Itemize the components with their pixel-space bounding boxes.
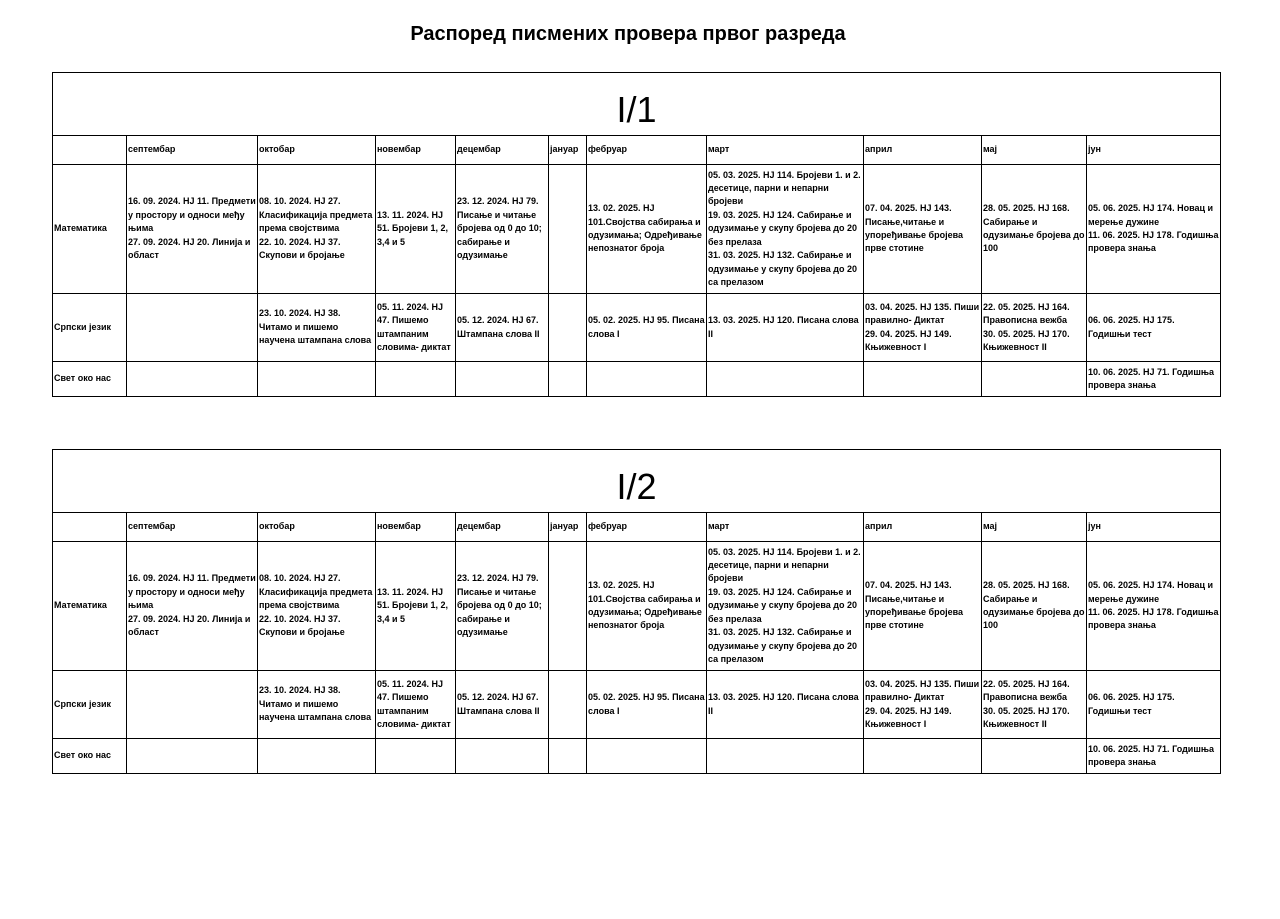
schedule-cell	[587, 165, 707, 294]
schedule-cell	[456, 671, 549, 739]
nature-row	[53, 362, 1221, 397]
schedule-cell	[982, 165, 1087, 294]
schedule-cell	[376, 294, 456, 362]
subject-label: Свет око нас	[53, 362, 127, 397]
test-entry: 11. 06. 2025. НЈ 178. Годишња провера знања	[1088, 230, 1219, 254]
schedule-cell	[258, 671, 376, 739]
test-entry: 16. 09. 2024. НЈ 11. Предмети у простору и односи међу њима	[128, 196, 256, 234]
page-title: Распоред писмених провера првог разреда	[410, 23, 846, 45]
schedule-cell	[549, 739, 587, 774]
serbian-row	[53, 671, 1221, 739]
schedule-cell	[587, 542, 707, 671]
math-row	[53, 165, 1221, 294]
test-entry: 13. 11. 2024. НЈ 51. Бројеви 1, 2, 3,4 и 5	[377, 586, 449, 624]
schedule-cell	[864, 294, 982, 362]
schedule-cell	[127, 294, 258, 362]
subject-label: Српски језик	[53, 294, 127, 362]
month-header: децембар	[456, 136, 549, 165]
schedule-cell	[456, 362, 549, 397]
test-entry: 23. 12. 2024. НЈ 79. Писање и читање бројева од 0 до 10; сабирање и одузимање	[457, 196, 542, 261]
month-header: новембар	[376, 136, 456, 165]
schedule-cell	[127, 739, 258, 774]
month-header: септембар	[127, 136, 258, 165]
schedule-cell	[1087, 739, 1221, 774]
month-header-row	[53, 513, 1221, 542]
schedule-cell	[127, 165, 258, 294]
month-header: септембар	[127, 513, 258, 542]
nature-row	[53, 739, 1221, 774]
test-entry: 30. 05. 2025. НЈ 170. Књижевност II	[983, 328, 1070, 352]
month-header: јануар	[549, 136, 587, 165]
test-entry: 13. 11. 2024. НЈ 51. Бројеви 1, 2, 3,4 и 5	[377, 209, 449, 247]
test-entry: 05. 06. 2025. НЈ 174. Новац и мерење дужине	[1088, 203, 1214, 227]
test-entry: 06. 06. 2025. НЈ 175. Годишњи тест	[1088, 692, 1175, 716]
month-header: новембар	[376, 513, 456, 542]
month-header: април	[864, 513, 982, 542]
test-entry: 31. 03. 2025. НЈ 132. Сабирање и одузимање у скупу бројева до 20 са прелазом	[708, 627, 857, 664]
schedule-cell	[864, 165, 982, 294]
test-entry: 31. 03. 2025. НЈ 132. Сабирање и одузимање у скупу бројева до 20 са прелазом	[708, 250, 857, 287]
schedule-cell	[707, 294, 864, 362]
test-entry: 22. 05. 2025. НЈ 164. Правописна вежба	[983, 678, 1070, 703]
schedule-cell	[982, 739, 1087, 774]
test-entry: 05. 11. 2024. НЈ 47. Пишемо штампаним словима- диктат	[377, 301, 451, 352]
test-entry: 05. 03. 2025. НЈ 114. Бројеви 1. и 2. десетице, парни и непарни бројеви	[708, 546, 861, 584]
schedule-cell	[258, 165, 376, 294]
test-entry: 19. 03. 2025. НЈ 124. Сабирање и одузимање у скупу бројева до 20 без прелаза	[708, 209, 857, 247]
test-entry: 13. 02. 2025. НЈ 101.Својства сабирања и одузимања; Одређивање непознатог броја	[588, 203, 702, 254]
test-entry: 11. 06. 2025. НЈ 178. Годишња провера знања	[1088, 607, 1219, 631]
test-entry: 16. 09. 2024. НЈ 11. Предмети у простору и односи међу њима	[128, 573, 256, 611]
schedule-cell	[127, 362, 258, 397]
schedule-cell	[587, 739, 707, 774]
schedule-cell	[376, 362, 456, 397]
schedule-cell	[587, 671, 707, 739]
month-header: мај	[982, 513, 1087, 542]
test-entry: 08. 10. 2024. НЈ 27. Класификација предмета према својствима	[259, 196, 373, 234]
schedule-cell	[707, 542, 864, 671]
test-entry: 23. 10. 2024. НЈ 38. Читамо и пишемо научена штампана слова	[259, 685, 372, 723]
schedule-cell	[1087, 362, 1221, 397]
schedule-cell	[456, 165, 549, 294]
month-header: март	[707, 136, 864, 165]
test-entry: 13. 03. 2025. НЈ 120. Писана слова II	[708, 692, 859, 716]
schedule-cell	[127, 671, 258, 739]
schedule-cell	[707, 165, 864, 294]
serbian-row	[53, 294, 1221, 362]
month-header: децембар	[456, 513, 549, 542]
month-header: фебруар	[587, 513, 707, 542]
class-label: I/1	[616, 89, 657, 130]
class-title-cell	[53, 73, 1221, 136]
test-entry: 23. 12. 2024. НЈ 79. Писање и читање бројева од 0 до 10; сабирање и одузимање	[457, 573, 542, 638]
schedule-table-class-1	[52, 72, 1221, 397]
schedule-cell	[549, 542, 587, 671]
test-entry: 23. 10. 2024. НЈ 38. Читамо и пишемо научена штампана слова	[259, 308, 372, 346]
test-entry: 22. 10. 2024. НЈ 37. Скупови и бројање	[259, 236, 345, 261]
subject-label: Математика	[53, 542, 127, 671]
test-entry: 05. 02. 2025. НЈ 95. Писана слова I	[588, 315, 705, 339]
test-entry: 30. 05. 2025. НЈ 170. Књижевност II	[983, 705, 1070, 729]
schedule-cell	[1087, 542, 1221, 671]
month-header: октобар	[258, 136, 376, 165]
month-header: јануар	[549, 513, 587, 542]
test-entry: 06. 06. 2025. НЈ 175. Годишњи тест	[1088, 315, 1175, 339]
class-title-row	[53, 450, 1221, 513]
test-entry: 08. 10. 2024. НЈ 27. Класификација предмета према својствима	[259, 573, 373, 611]
schedule-cell	[376, 739, 456, 774]
schedule-cell	[1087, 165, 1221, 294]
month-header: јун	[1087, 513, 1221, 542]
test-entry: 05. 12. 2024. НЈ 67. Штампана слова II	[457, 315, 540, 339]
schedule-cell	[864, 739, 982, 774]
schedule-cell	[1087, 671, 1221, 739]
subject-label: Свет око нас	[53, 739, 127, 774]
test-entry: 10. 06. 2025. НЈ 71. Годишња провера знања	[1088, 743, 1215, 767]
test-entry: 05. 03. 2025. НЈ 114. Бројеви 1. и 2. десетице, парни и непарни бројеви	[708, 169, 861, 207]
schedule-cell	[1087, 294, 1221, 362]
test-entry: 28. 05. 2025. НЈ 168. Сабирање и одузимање бројева до 100	[983, 203, 1085, 254]
class-title-cell	[53, 450, 1221, 513]
schedule-cell	[456, 542, 549, 671]
schedule-cell	[982, 542, 1087, 671]
test-entry: 07. 04. 2025. НЈ 143. Писање,читање и упоређивање бројева прве стотине	[865, 580, 964, 631]
schedule-cell	[864, 362, 982, 397]
corner-cell	[53, 136, 127, 165]
schedule-cell	[549, 362, 587, 397]
test-entry: 10. 06. 2025. НЈ 71. Годишња провера знања	[1088, 366, 1215, 390]
schedule-cell	[864, 671, 982, 739]
schedule-cell	[707, 671, 864, 739]
schedule-cell	[258, 294, 376, 362]
test-entry: 05. 06. 2025. НЈ 174. Новац и мерење дужине	[1088, 580, 1214, 604]
test-entry: 22. 05. 2025. НЈ 164. Правописна вежба	[983, 301, 1070, 326]
month-header: октобар	[258, 513, 376, 542]
class-title-row	[53, 73, 1221, 136]
schedule-cell	[587, 294, 707, 362]
schedule-cell	[258, 739, 376, 774]
schedule-cell	[258, 362, 376, 397]
test-entry: 03. 04. 2025. НЈ 135. Пиши правилно- Диктат	[865, 678, 980, 703]
schedule-cell	[864, 542, 982, 671]
test-entry: 03. 04. 2025. НЈ 135. Пиши правилно- Диктат	[865, 301, 980, 326]
test-entry: 05. 02. 2025. НЈ 95. Писана слова I	[588, 692, 705, 716]
schedule-cell	[982, 362, 1087, 397]
month-header: март	[707, 513, 864, 542]
schedule-cell	[456, 739, 549, 774]
schedule-cell	[982, 294, 1087, 362]
schedule-table-class-2	[52, 449, 1221, 774]
test-entry: 22. 10. 2024. НЈ 37. Скупови и бројање	[259, 613, 345, 638]
schedule-cell	[549, 671, 587, 739]
month-header: фебруар	[587, 136, 707, 165]
schedule-cell	[258, 542, 376, 671]
schedule-cell	[376, 542, 456, 671]
schedule-cell	[456, 294, 549, 362]
schedule-cell	[549, 165, 587, 294]
math-row	[53, 542, 1221, 671]
schedule-cell	[707, 739, 864, 774]
month-header-row	[53, 136, 1221, 165]
schedule-cell	[376, 671, 456, 739]
month-header: јун	[1087, 136, 1221, 165]
test-entry: 29. 04. 2025. НЈ 149. Књижевност I	[865, 328, 952, 352]
subject-label: Српски језик	[53, 671, 127, 739]
schedule-cell	[587, 362, 707, 397]
month-header: април	[864, 136, 982, 165]
month-header: мај	[982, 136, 1087, 165]
test-entry: 07. 04. 2025. НЈ 143. Писање,читање и упоређивање бројева прве стотине	[865, 203, 964, 254]
class-label: I/2	[616, 466, 657, 507]
test-entry: 28. 05. 2025. НЈ 168. Сабирање и одузимање бројева до 100	[983, 580, 1085, 631]
test-entry: 13. 02. 2025. НЈ 101.Својства сабирања и одузимања; Одређивање непознатог броја	[588, 580, 702, 631]
test-entry: 05. 11. 2024. НЈ 47. Пишемо штампаним словима- диктат	[377, 678, 451, 729]
test-entry: 27. 09. 2024. НЈ 20. Линија и област	[128, 236, 251, 261]
corner-cell	[53, 513, 127, 542]
test-entry: 13. 03. 2025. НЈ 120. Писана слова II	[708, 315, 859, 339]
test-entry: 05. 12. 2024. НЈ 67. Штампана слова II	[457, 692, 540, 716]
schedule-cell	[549, 294, 587, 362]
test-entry: 27. 09. 2024. НЈ 20. Линија и област	[128, 613, 251, 638]
schedule-cell	[127, 542, 258, 671]
test-entry: 19. 03. 2025. НЈ 124. Сабирање и одузимање у скупу бројева до 20 без прелаза	[708, 586, 857, 624]
subject-label: Математика	[53, 165, 127, 294]
test-entry: 29. 04. 2025. НЈ 149. Књижевност I	[865, 705, 952, 729]
schedule-cell	[982, 671, 1087, 739]
schedule-cell	[376, 165, 456, 294]
schedule-cell	[707, 362, 864, 397]
